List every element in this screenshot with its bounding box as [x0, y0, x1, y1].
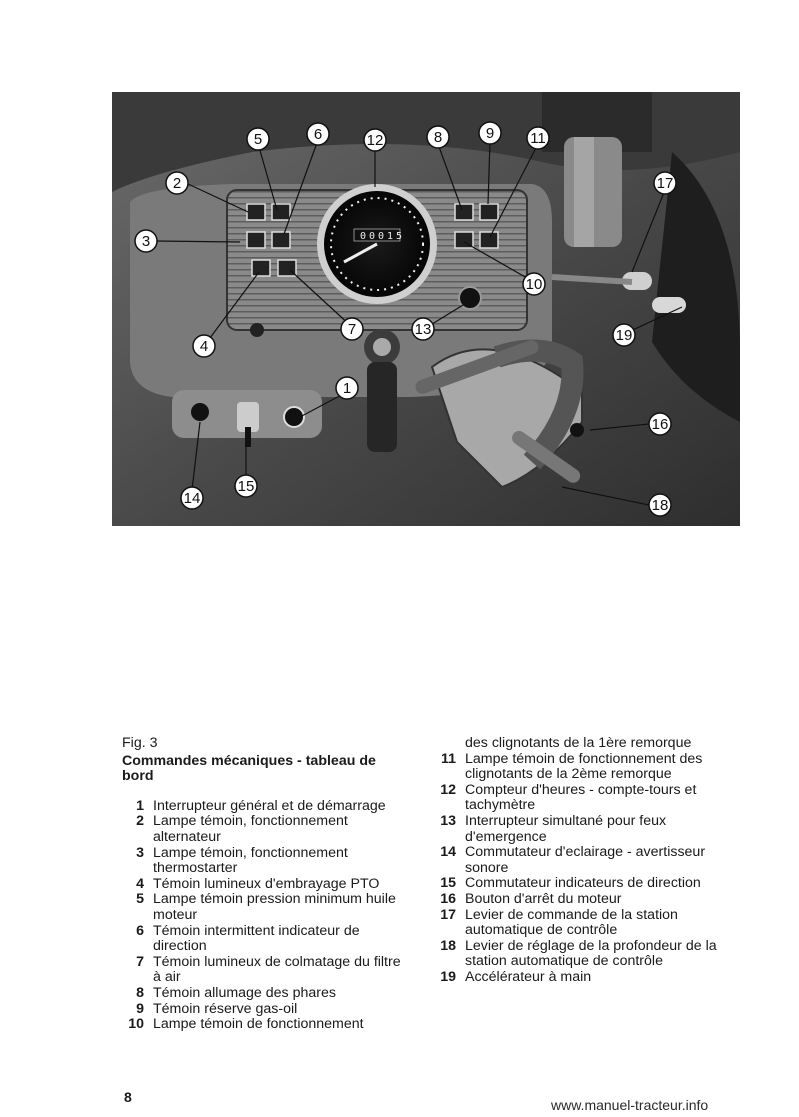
legend-text: Lampe témoin pression minimum huile moteur	[153, 891, 396, 923]
legend-number: 11	[441, 750, 456, 767]
legend-text: Témoin allumage des phares	[153, 984, 336, 1001]
legend-text: Lampe témoin, fonctionnement thermostarter	[153, 844, 348, 877]
legend-item-14	[434, 845, 724, 876]
legend-number: 16	[440, 890, 456, 907]
callout-17	[654, 172, 676, 194]
legend-number: 9	[136, 1000, 144, 1017]
legend-text: Lampe témoin de fonctionnement des clignotants de la 2ème remorque	[465, 750, 703, 783]
legend-text: Interrupteur simultané pour feux d'emergence	[465, 812, 667, 845]
callout-label: 17	[656, 175, 674, 192]
callout-label: 5	[253, 131, 263, 148]
legend-text: Compteur d'heures - compte-tours et tachymètre	[465, 781, 697, 814]
legend-list-right	[434, 752, 724, 986]
legend-text: Accélérateur à main	[465, 968, 592, 985]
lamp-9	[480, 204, 498, 220]
dial-digit: 0	[369, 231, 376, 242]
callout-label: 16	[651, 416, 669, 433]
legend-text: Témoin réserve gas-oil	[153, 1000, 298, 1017]
legend-number: 5	[136, 891, 144, 908]
lamp-6	[272, 232, 290, 248]
dashboard-photo	[112, 92, 740, 526]
callout-11	[527, 127, 549, 149]
legend-item-18	[434, 939, 724, 970]
legend-text: Interrupteur général et de démarrage	[153, 797, 386, 814]
page-number: 8	[124, 1089, 132, 1105]
legend-number: 12	[440, 781, 456, 798]
callout-label: 13	[414, 321, 432, 338]
legend-item-10	[122, 1017, 410, 1033]
caption-right-column	[434, 736, 724, 986]
dashboard-illustration	[112, 92, 740, 526]
legend-number: 14	[440, 844, 456, 861]
legend-item-11	[434, 752, 724, 783]
dial-digit: 0	[378, 231, 385, 242]
callout-label: 10	[525, 276, 543, 293]
legend-text: Commutateur d'eclairage - avertisseur sonore	[465, 844, 706, 876]
legend-text: Levier de réglage de la profondeur de la station automatique de contrôle	[465, 937, 717, 970]
legend-item-8	[122, 986, 410, 1002]
legend-item-5	[122, 892, 410, 923]
legend-item-15	[434, 876, 724, 892]
callout-5	[247, 128, 269, 150]
figure-label: Fig. 3	[122, 735, 158, 751]
dial-digit: 0	[360, 231, 367, 242]
website-url: www.manuel-tracteur.info	[551, 1097, 709, 1113]
callout-18	[649, 494, 671, 516]
callout-label: 8	[433, 129, 443, 146]
callout-8	[427, 126, 449, 148]
legend-text: Bouton d'arrêt du moteur	[465, 890, 622, 907]
callout-3	[135, 230, 157, 252]
legend-number: 2	[136, 813, 144, 830]
callout-9	[479, 122, 501, 144]
callout-1	[336, 377, 358, 399]
callout-label: 12	[366, 132, 384, 149]
legend-text: Lampe témoin de fonctionnement	[153, 1016, 364, 1033]
legend-item-1	[122, 799, 410, 815]
legend-item-4	[122, 877, 410, 893]
legend-number: 6	[136, 922, 144, 939]
callout-label: 3	[141, 233, 151, 250]
legend-number: 10	[128, 1016, 144, 1033]
callout-label: 2	[172, 175, 182, 192]
dial-digit: 5	[396, 231, 403, 242]
callout-19	[613, 324, 635, 346]
callout-6	[307, 123, 329, 145]
lamp-5	[272, 204, 290, 220]
callout-label: 6	[313, 126, 323, 143]
legend-item-9	[122, 1002, 410, 1018]
callout-label: 18	[651, 497, 669, 514]
lamp-11	[480, 232, 498, 248]
caption-left-column	[122, 736, 410, 1033]
legend-item-17	[434, 908, 724, 939]
dial-digit: 1	[387, 231, 394, 242]
legend-continuation: des clignotants de la 1ère remorque	[465, 735, 692, 751]
callout-14	[181, 487, 203, 509]
callout-label: 7	[347, 321, 357, 338]
lamp-8	[455, 204, 473, 220]
legend-item-3	[122, 846, 410, 877]
callout-10	[523, 273, 545, 295]
legend-number: 7	[136, 953, 144, 970]
legend-item-6	[122, 924, 410, 955]
legend-item-19	[434, 970, 724, 986]
lamp-2	[247, 204, 265, 220]
callout-7	[341, 318, 363, 340]
legend-text: Témoin lumineux de colmatage du filtre à air	[153, 953, 401, 986]
callout-16	[649, 413, 671, 435]
legend-text: Témoin intermittent indicateur de direction	[153, 922, 360, 955]
callout-label: 1	[342, 380, 352, 397]
legend-number: 17	[440, 906, 456, 923]
callout-15	[235, 475, 257, 497]
legend-item-2	[122, 814, 410, 845]
callout-12	[364, 129, 386, 151]
legend-text: Lampe témoin, fonctionnement alternateur	[153, 813, 348, 845]
legend-number: 3	[136, 844, 144, 861]
legend-number: 19	[440, 968, 456, 985]
legend-text: Commutateur indicateurs de direction	[465, 875, 701, 892]
callout-label: 14	[183, 490, 201, 507]
callout-2	[166, 172, 188, 194]
legend-list-left	[122, 799, 410, 1033]
callout-label: 9	[485, 125, 495, 142]
callout-label: 15	[237, 478, 255, 495]
figure-title: Commandes mécaniques - tableau de bord	[122, 752, 376, 785]
legend-item-7	[122, 955, 410, 986]
legend-text: Levier de commande de la station automatique de contrôle	[465, 906, 678, 939]
legend-item-12	[434, 783, 724, 814]
lamp-3	[247, 232, 265, 248]
legend-item-13	[434, 814, 724, 845]
callout-label: 4	[199, 338, 209, 355]
callout-label: 11	[530, 130, 546, 147]
legend-number: 8	[136, 984, 144, 1001]
legend-number: 1	[136, 797, 144, 814]
callout-13	[412, 318, 434, 340]
legend-number: 18	[440, 937, 456, 954]
callout-4	[193, 335, 215, 357]
callout-label: 19	[615, 327, 633, 344]
legend-number: 13	[440, 812, 456, 829]
lamp-4	[252, 260, 270, 276]
legend-number: 15	[440, 875, 456, 892]
legend-item-16	[434, 892, 724, 908]
legend-text: Témoin lumineux d'embrayage PTO	[153, 875, 380, 892]
legend-number: 4	[136, 875, 144, 892]
